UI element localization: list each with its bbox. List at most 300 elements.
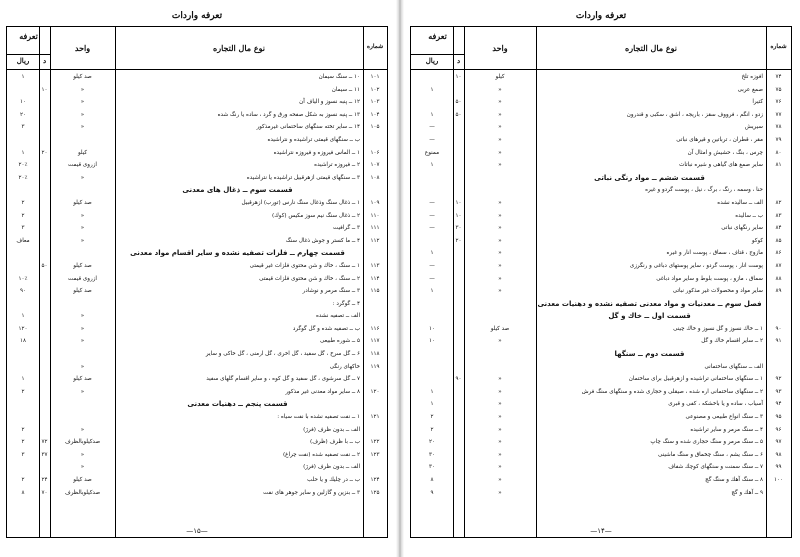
section-heading: فصل سوم ــ معدنيات و مواد معدنى تصفيه نشده و دهنيات معدنى bbox=[537, 299, 762, 308]
description-cell: ۲ ــ فيروزه تراشيده bbox=[314, 162, 360, 169]
unit-cell: » bbox=[498, 225, 502, 232]
table-row bbox=[7, 461, 387, 474]
table-row bbox=[7, 121, 387, 134]
unit-cell: صد كيلو bbox=[73, 199, 92, 206]
tariff-rial-cell: ۲ bbox=[21, 426, 25, 433]
tariff-rial-cell: ۲۰٪ bbox=[18, 162, 28, 169]
table-row bbox=[7, 273, 387, 286]
tariff-rial-cell: — bbox=[429, 262, 435, 269]
code-cell: ۹۰ bbox=[775, 325, 782, 332]
section-heading: قسمت سوم ــ ذغال هاى معدنى bbox=[182, 186, 293, 195]
table-row bbox=[7, 172, 387, 185]
description-cell: ۱ ــ سنگ ، خاك و شن محتوى فلزات غير قيمتى bbox=[249, 262, 360, 269]
unit-cell: » bbox=[498, 426, 502, 433]
code-cell: ۷۵ bbox=[775, 86, 782, 93]
unit-cell: صد كيلو bbox=[73, 262, 92, 269]
table-row bbox=[411, 474, 791, 487]
code-cell: ۱۲۵ bbox=[370, 489, 380, 496]
code-cell: ۱۱۶ bbox=[370, 325, 380, 332]
description-cell: صمغ عربى bbox=[737, 86, 763, 93]
description-cell: ساير رنگهاى نباتى bbox=[721, 225, 763, 232]
description-cell: زدو ، انگم ، فرووف سقز ، باريجه ، اشق ، سكبى و قندرون bbox=[626, 111, 763, 118]
unit-cell: » bbox=[80, 99, 85, 106]
table-row bbox=[411, 436, 791, 449]
tariff-rial-cell: ۱ bbox=[430, 162, 434, 169]
unit-cell: » bbox=[498, 464, 502, 471]
description-cell: حنا ، وسمه ، رنگ ، برگ ، نيل ، پوست گردو و غيره bbox=[645, 187, 763, 194]
tariff-dinar-cell: ۷۲ bbox=[41, 439, 48, 446]
description-cell: ۲ ــ ساير اقسام خاك و گل bbox=[701, 338, 763, 345]
tariff-dinar-cell: ۵۰ bbox=[455, 99, 462, 106]
tariff-rial-cell: ۱۰ bbox=[19, 99, 26, 106]
code-cell: ۱۱۱ bbox=[370, 225, 380, 232]
table-row bbox=[411, 323, 791, 336]
code-cell: ۸۸ bbox=[775, 275, 782, 282]
tariff-dinar-cell: ۲۰ bbox=[41, 149, 48, 156]
table-body bbox=[7, 71, 387, 499]
tariff-rial-cell: ۲۰٪ bbox=[18, 174, 28, 181]
tariff-rial-cell: ۲۰ bbox=[428, 439, 435, 446]
description-cell: ساير صمغ هاى گياهى و شيره نباتات bbox=[679, 162, 763, 169]
tariff-rial-cell: ۹۰ bbox=[19, 288, 26, 295]
code-cell: ۸۶ bbox=[775, 250, 782, 257]
tariff-rial-cell: ۲ bbox=[21, 439, 25, 446]
tariff-rial-cell: ۸ bbox=[430, 477, 434, 483]
section-heading-row bbox=[411, 172, 791, 185]
tariff-dinar-cell: ۱۰ bbox=[455, 74, 462, 80]
table-row bbox=[7, 285, 387, 298]
unit-cell: » bbox=[80, 388, 85, 395]
description-cell: كتيرا bbox=[752, 99, 763, 106]
tariff-rial-cell: ۳۰ bbox=[428, 451, 435, 458]
unit-cell: » bbox=[80, 313, 85, 320]
header-dinar: د bbox=[456, 56, 461, 65]
table-row bbox=[7, 84, 387, 97]
table-row bbox=[7, 197, 387, 210]
code-cell: ۹۷ bbox=[775, 439, 782, 446]
code-cell: ۱۰۹ bbox=[370, 199, 380, 206]
table-row bbox=[411, 109, 791, 122]
description-cell: ۸ ــ ساير مواد معدنى غير مذكور bbox=[285, 388, 360, 395]
description-cell: ۵ ــ سنگ مرمر و سنگ حجارى شده و سنگ چاپ bbox=[650, 439, 763, 446]
unit-cell: كيلو bbox=[77, 149, 88, 156]
running-title: تعرفه واردات bbox=[171, 11, 223, 21]
unit-cell: » bbox=[80, 212, 85, 219]
unit-cell: » bbox=[498, 439, 502, 446]
code-cell: ۷۸ bbox=[775, 124, 782, 131]
code-cell: ۸۷ bbox=[775, 262, 782, 269]
unit-cell: » bbox=[498, 401, 502, 408]
left-page bbox=[6, 8, 388, 548]
code-cell: ۸۲ bbox=[775, 199, 782, 206]
table-row bbox=[411, 96, 791, 109]
code-cell: ۷۴ bbox=[775, 74, 782, 80]
unit-cell: صدكيلوبالظرف bbox=[64, 489, 101, 496]
table-row bbox=[411, 424, 791, 437]
header-rule bbox=[7, 69, 387, 70]
tariff-dinar-cell: ۷۰ bbox=[41, 489, 48, 496]
code-cell: ۱۲۰ bbox=[370, 388, 380, 395]
code-cell: ۹۳ bbox=[775, 388, 782, 395]
section-heading-row bbox=[7, 184, 387, 197]
code-cell: ۹۵ bbox=[775, 414, 782, 421]
tariff-rial-cell: ۲ bbox=[21, 199, 25, 206]
code-cell: ۱۰۱ bbox=[370, 74, 380, 80]
table-row bbox=[7, 373, 387, 386]
tariff-rial-cell: ۱ bbox=[430, 250, 434, 257]
unit-cell: » bbox=[498, 388, 502, 395]
header-tariff: تعرفه bbox=[428, 31, 447, 41]
code-cell: ۱۰۷ bbox=[370, 162, 380, 169]
tariff-rial-cell: ۱۸ bbox=[19, 338, 26, 345]
tariff-rial-cell: ۹ bbox=[430, 489, 434, 496]
tariff-rial-cell: معاف bbox=[16, 237, 30, 244]
description-cell: الف ــ سنگهاى ساختمانى bbox=[704, 363, 763, 370]
description-cell: ۳ ــ سنگهاى قيمتى ازهرقبيل تراشيده يا نتراشيده bbox=[246, 174, 360, 181]
table-row bbox=[411, 159, 791, 172]
header-unit: واحد bbox=[492, 43, 508, 53]
section-heading-row bbox=[411, 348, 791, 361]
unit-cell: » bbox=[80, 111, 85, 118]
section-heading: قسمت ششم ــ مواد رنگى نباتى bbox=[594, 173, 705, 182]
unit-cell: صد كيلو bbox=[490, 325, 510, 332]
running-title: تعرفه واردات bbox=[575, 11, 627, 21]
code-cell: ۹۸ bbox=[775, 451, 782, 458]
table-row bbox=[7, 96, 387, 109]
right-page bbox=[410, 8, 792, 548]
description-cell: ۱ ــ سنگهاى ساختمانى تراشيده و ازهرقبيل براى ساختمان bbox=[628, 376, 763, 383]
table-row bbox=[411, 487, 791, 500]
section-heading-row bbox=[7, 398, 387, 411]
table-row bbox=[411, 71, 791, 84]
unit-cell: ازروى قيمت bbox=[68, 162, 97, 169]
description-cell: مازوج ، قتاف ، سماق ، پوست انار و غيره bbox=[666, 250, 763, 257]
unit-cell: صد كيلو bbox=[73, 376, 92, 383]
unit-cell: » bbox=[80, 426, 85, 433]
tariff-dinar-cell: ۹۰ bbox=[455, 376, 462, 383]
unit-cell: » bbox=[80, 363, 85, 370]
code-cell: ۱۲۳ bbox=[370, 451, 380, 458]
tariff-rial-cell: ۱ bbox=[21, 149, 25, 156]
unit-cell: » bbox=[498, 149, 502, 156]
code-cell: ۱۰۰ bbox=[773, 477, 783, 483]
description-cell: ۹ ــ آهك و گچ bbox=[731, 489, 763, 496]
description-cell: ۲ ــ نفت تصفيه شده (نفت چراغ) bbox=[283, 451, 360, 458]
tariff-table bbox=[410, 26, 792, 538]
code-cell: ۱۱۳ bbox=[370, 262, 380, 269]
table-row bbox=[411, 147, 791, 160]
tariff-rial-cell: ممنوع bbox=[424, 149, 440, 156]
table-row bbox=[7, 436, 387, 449]
unit-cell: » bbox=[498, 136, 502, 143]
section-heading: قسمت چهارم ــ فلزات تصفيه نشده و ساير اقسام مواد معدنى bbox=[130, 249, 345, 258]
unit-cell: » bbox=[498, 376, 502, 383]
description-cell: ۷ ــ سنگ سمنت و سنگهاى كوچك شفاف bbox=[668, 464, 763, 471]
code-cell: ۷۹ bbox=[775, 136, 782, 143]
unit-cell: صد كيلو bbox=[73, 477, 92, 483]
table-row bbox=[411, 222, 791, 235]
code-cell: ۱۰۶ bbox=[370, 149, 380, 156]
table-row bbox=[7, 260, 387, 273]
code-cell: ۱۱۰ bbox=[370, 212, 380, 219]
code-cell: ۸۰ bbox=[775, 149, 782, 156]
table-row bbox=[411, 260, 791, 273]
code-cell: ۱۱۴ bbox=[370, 275, 380, 282]
tariff-dinar-cell: ۵۰ bbox=[455, 111, 462, 118]
description-cell: ۳ ــ بنزين و گازلين و ساير جوهر هاى نفت bbox=[263, 489, 360, 496]
description-cell: ۶ ــ سنگ يشم ، سنگ چخماق و سنگ ماشينى bbox=[658, 451, 763, 458]
description-cell: كوكو bbox=[751, 237, 763, 244]
header-dinar: د bbox=[42, 56, 47, 65]
code-cell: ۱۱۵ bbox=[370, 288, 380, 295]
table-row bbox=[411, 273, 791, 286]
table-body bbox=[411, 71, 791, 499]
tariff-rial-cell: ۱۰٪ bbox=[18, 275, 28, 282]
table-row bbox=[411, 285, 791, 298]
tariff-dinar-cell: ۲۴ bbox=[41, 477, 48, 483]
tariff-rial-cell: ۱ bbox=[430, 86, 434, 93]
description-cell: ۱ ــ الماس فيروزه و فيروزه نتراشيده bbox=[273, 149, 360, 156]
unit-cell: » bbox=[498, 275, 502, 282]
tariff-rial-cell: ۱۰ bbox=[428, 338, 435, 345]
code-cell: ۱۰۵ bbox=[370, 124, 380, 131]
table-row bbox=[411, 373, 791, 386]
tariff-rial-cell: ۲۰ bbox=[19, 111, 26, 118]
code-cell: ۸۹ bbox=[775, 288, 782, 295]
tariff-rial-cell: — bbox=[429, 275, 435, 282]
description-cell: آسياب ، ساده و يا باخشكه ، كفى و قبرى bbox=[668, 401, 763, 408]
unit-cell: ازروى قيمت bbox=[68, 275, 97, 282]
unit-cell: » bbox=[498, 162, 502, 169]
unit-cell: » bbox=[498, 250, 502, 257]
tariff-rial-cell: ۱ bbox=[21, 376, 25, 383]
description-cell: ۷ ــ گل سرشوى ، گل سفيد و گل كوه ، و ساير اقسام گلهاى سفيد bbox=[206, 376, 360, 383]
table-row bbox=[411, 398, 791, 411]
table-row bbox=[7, 210, 387, 223]
table-row bbox=[7, 298, 387, 311]
unit-cell: صد كيلو bbox=[73, 74, 92, 80]
unit-cell: » bbox=[80, 237, 85, 244]
table-row bbox=[7, 147, 387, 160]
book-spine bbox=[396, 0, 404, 557]
header-rule bbox=[411, 69, 791, 70]
header-description: نوع مال التجاره bbox=[213, 43, 265, 53]
table-row bbox=[411, 84, 791, 97]
description-cell: الف ــ بدون ظرف (فرژ) bbox=[303, 464, 360, 471]
description-cell: ۲ ــ سنگهاى ساختمانى اره شده ، صيقلى و حجارى شده و سنگهاى سنگ فرش bbox=[581, 388, 763, 395]
header-unit: واحد bbox=[74, 43, 91, 53]
tariff-rial-cell: — bbox=[429, 199, 435, 206]
tariff-rial-cell: — bbox=[429, 136, 435, 143]
section-heading-row bbox=[411, 310, 791, 323]
table-row bbox=[7, 109, 387, 122]
description-cell: ۱۱ ــ سيمان bbox=[331, 86, 360, 93]
code-cell: ۹۶ bbox=[775, 426, 782, 433]
code-cell: ۸۵ bbox=[775, 237, 782, 244]
page-number: —۱۴— bbox=[590, 527, 612, 535]
table-row bbox=[411, 184, 791, 197]
tariff-rial-cell: ۱۲۰ bbox=[18, 325, 28, 332]
tariff-rial-cell: ۳۰ bbox=[428, 464, 435, 471]
table-row bbox=[7, 411, 387, 424]
code-cell: ۱۱۸ bbox=[370, 351, 380, 358]
unit-cell: » bbox=[80, 124, 85, 131]
description-cell: ۱ ــ ذغال سنگ وذغال سنگ نارس (تورب) ازهرقبيل bbox=[241, 199, 360, 206]
unit-cell: » bbox=[498, 288, 502, 295]
unit-cell: » bbox=[498, 124, 502, 131]
tariff-rial-cell: ۳ bbox=[21, 225, 25, 232]
description-cell: الف ــ تصفيه نشده bbox=[316, 313, 360, 320]
code-cell: ۸۴ bbox=[775, 225, 782, 232]
description-cell: ۱۲ ــ پنبه نسوز و الياف آن bbox=[299, 99, 360, 106]
tariff-rial-cell: ۸ bbox=[21, 489, 25, 496]
tariff-rial-cell: ۱ bbox=[21, 313, 25, 320]
table-row bbox=[7, 335, 387, 348]
tariff-dinar-cell: ۳۰ bbox=[455, 225, 462, 232]
unit-cell: » bbox=[498, 489, 502, 496]
table-row bbox=[411, 134, 791, 147]
description-cell: الف ــ بدون ظرف (فرژ) bbox=[303, 426, 360, 433]
unit-cell: » bbox=[498, 262, 502, 269]
code-cell: ۱۰۳ bbox=[370, 99, 380, 106]
tariff-subheader-rule bbox=[411, 54, 464, 55]
description-cell: ۳ ــ گرافيت bbox=[332, 225, 360, 232]
description-cell: ب ــ با ظرف (ظرف) bbox=[310, 439, 360, 446]
code-cell: ۸۱ bbox=[775, 162, 782, 169]
description-cell: ۳ ــ سنگ مرمر و نوشادر bbox=[302, 288, 360, 295]
code-cell: ۱۲۲ bbox=[370, 439, 380, 446]
code-cell: ۹۴ bbox=[775, 401, 782, 408]
unit-cell: » bbox=[80, 464, 85, 471]
description-cell: سماق ، مازو ، پوست بلوط و ساير مواد دباغى bbox=[656, 275, 763, 282]
section-heading: قسمت اول ــ خاك و گل bbox=[608, 312, 691, 321]
description-cell: ب ــ در چليك و يا حلب bbox=[307, 477, 360, 483]
description-cell: سيريش bbox=[744, 124, 763, 131]
table-row bbox=[7, 134, 387, 147]
tariff-rial-cell: ۱ bbox=[430, 288, 434, 295]
unit-cell: » bbox=[498, 86, 502, 93]
table-row bbox=[7, 424, 387, 437]
code-cell: ۱۰۲ bbox=[370, 86, 380, 93]
section-heading-row bbox=[7, 247, 387, 260]
description-cell: ب ــ تصفيه شده و گل گوگرد bbox=[292, 325, 360, 332]
tariff-dinar-cell: ۳۷ bbox=[41, 451, 48, 458]
tariff-rial-cell: ۱ bbox=[21, 74, 25, 80]
tariff-rial-cell: — bbox=[429, 225, 435, 232]
description-cell: ۲ ــ سنگ ، خاك و شن محتوى فلزات قيمتى bbox=[259, 275, 360, 282]
tariff-rial-cell: — bbox=[429, 212, 435, 219]
table-row bbox=[411, 449, 791, 462]
code-cell: ۱۲۴ bbox=[370, 477, 380, 483]
header-description: نوع مال التجاره bbox=[625, 43, 677, 53]
code-cell: ۸۳ bbox=[775, 212, 782, 219]
tariff-rial-cell: ۲ bbox=[430, 426, 434, 433]
description-cell: ۱۳ ــ پنبه نسوز به شكل صفحه ورق و گرد ، ساده يا رنگ شده bbox=[217, 111, 360, 118]
description-cell: الف ــ ساليده نشده bbox=[717, 199, 763, 206]
unit-cell: » bbox=[498, 477, 502, 483]
description-cell: چرس ، بنگ ، حشيش و امثال آن bbox=[687, 149, 763, 156]
code-cell: ۹۹ bbox=[775, 464, 782, 471]
table-row bbox=[411, 461, 791, 474]
table-row bbox=[7, 449, 387, 462]
description-cell: ۶ ــ گل سرخ ، گل سفيد ، گل اخرى ، گل ارمنى ، گل خاكى و ساير bbox=[205, 351, 360, 358]
header-rial: ريال bbox=[425, 56, 439, 65]
description-cell: ۲ ــ ذغال سنگ نيم سوز مكيس (كوك) bbox=[272, 212, 360, 219]
unit-cell: » bbox=[498, 99, 502, 106]
tariff-rial-cell: ۱ bbox=[430, 111, 434, 118]
table-row bbox=[7, 474, 387, 487]
description-cell: ۳ ــ سنگ انواع طبيعى و مصنوعى bbox=[685, 414, 763, 421]
tariff-rial-cell: ۱۰ bbox=[428, 325, 435, 332]
description-cell: ب ــ ساليده bbox=[735, 212, 763, 219]
table-row bbox=[411, 197, 791, 210]
table-row bbox=[411, 210, 791, 223]
description-cell: ساير مواد و محصولات غير مذكور نباتى bbox=[672, 288, 763, 295]
tariff-rial-cell: — bbox=[429, 124, 435, 131]
description-cell: ۱ ــ خاك نسوز و گل نسوز و خاك چينى bbox=[673, 325, 763, 332]
description-cell: ۴ ــ گوگرد : bbox=[332, 300, 360, 307]
code-cell: ۱۱۲ bbox=[370, 237, 380, 244]
tariff-table bbox=[6, 26, 388, 538]
unit-cell: » bbox=[498, 237, 502, 244]
tariff-rial-cell: ۳ bbox=[21, 451, 25, 458]
description-cell: ۱ ــ نفت تصفيه نشده با نفت سياه : bbox=[277, 414, 360, 421]
table-row bbox=[411, 411, 791, 424]
description-cell: ۵ ــ شوره طبيعى bbox=[319, 338, 360, 345]
tariff-rial-cell: ۳ bbox=[21, 124, 25, 131]
table-row bbox=[7, 71, 387, 84]
table-row bbox=[7, 159, 387, 172]
unit-cell: » bbox=[80, 174, 85, 181]
unit-cell: » bbox=[80, 338, 85, 345]
description-cell: مقر ، قطران ، ترباتين و قيرهاى نباتى bbox=[676, 136, 763, 143]
table-row bbox=[411, 247, 791, 260]
description-cell: ۱۴ ــ ساير تخته سنگهاى ساختمانى غيرمذكور bbox=[256, 124, 360, 131]
description-cell: ب ــ سنگهاى قيمتى تراشيده و نتراشيده bbox=[267, 136, 360, 143]
table-row bbox=[7, 487, 387, 500]
table-row bbox=[411, 361, 791, 374]
unit-cell: كيلو bbox=[495, 74, 505, 80]
tariff-rial-cell: ۱ bbox=[430, 388, 434, 395]
unit-cell: » bbox=[498, 199, 502, 206]
code-cell: ۱۱۹ bbox=[370, 363, 380, 370]
description-cell: ۸ ــ سنگ آهك و سنگ گچ bbox=[705, 477, 763, 483]
unit-cell: » bbox=[80, 451, 85, 458]
section-heading-row bbox=[411, 298, 791, 311]
tariff-rial-cell: ۲ bbox=[21, 477, 25, 483]
tariff-dinar-cell: ۱۰ bbox=[455, 199, 462, 206]
code-cell: ۱۲۱ bbox=[370, 414, 380, 421]
table-row bbox=[7, 386, 387, 399]
code-cell: ۹۱ bbox=[775, 338, 782, 345]
header-code: شماره bbox=[770, 43, 787, 50]
tariff-dinar-cell: ۲۰ bbox=[455, 237, 462, 244]
description-cell: افوزه تلخ bbox=[741, 74, 763, 80]
code-cell: ۱۱۷ bbox=[370, 338, 380, 345]
unit-cell: » bbox=[498, 338, 502, 345]
unit-cell: » bbox=[80, 325, 85, 332]
section-heading: قسمت پنجم ــ دهنيات معدنى bbox=[187, 400, 288, 409]
header-tariff: تعرفه bbox=[19, 31, 38, 41]
unit-cell: » bbox=[498, 414, 502, 421]
unit-cell: صدكيلوبالظرف bbox=[64, 439, 101, 446]
description-cell: خاكهاى رنگى bbox=[329, 363, 360, 370]
code-cell: ۱۰۸ bbox=[370, 174, 380, 181]
unit-cell: » bbox=[498, 212, 502, 219]
code-cell: ۷۶ bbox=[775, 99, 782, 106]
table-row bbox=[411, 121, 791, 134]
table-row bbox=[7, 222, 387, 235]
